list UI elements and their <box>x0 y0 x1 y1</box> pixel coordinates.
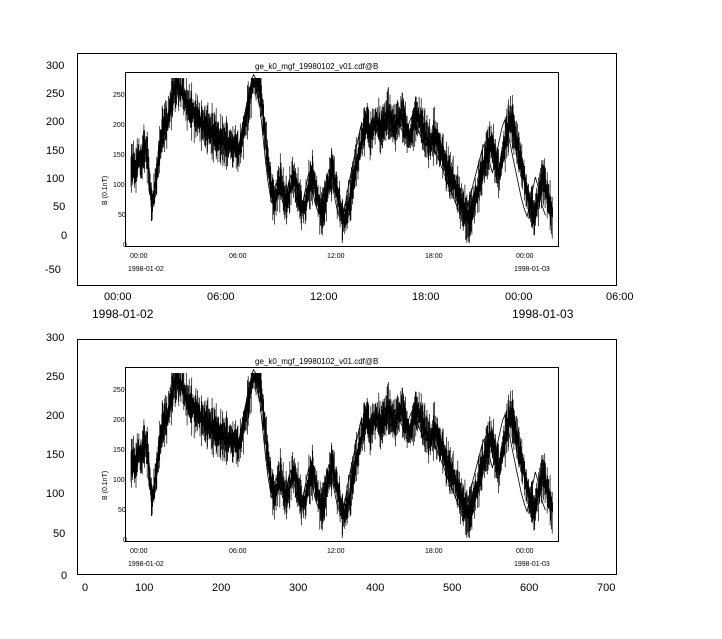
bottom-outer-ytick-200: 200 <box>46 410 65 422</box>
bottom-outer-ytick-250: 250 <box>46 371 65 383</box>
top-outer-xtick-0: 00:00 <box>104 291 132 303</box>
bottom-outer-xtick-600: 600 <box>520 582 539 594</box>
top-inner-ytick-100: 100 <box>113 182 125 189</box>
top-inner-xtick-1: 06:00 <box>229 253 247 260</box>
bottom-inner-xtick-1: 06:00 <box>229 548 247 555</box>
top-inner-title: ge_k0_mgf_19980102_v01.cdf@B <box>255 62 379 71</box>
bottom-inner-ytick-150: 150 <box>113 447 125 454</box>
top-outer-ytick-50: 50 <box>53 201 66 213</box>
bottom-inner-xtick-4: 00:00 <box>516 548 534 555</box>
top-inner-xtick-0: 00:00 <box>130 253 148 260</box>
top-inner-xtick-4: 00:00 <box>516 253 534 260</box>
top-outer-ytick-neg50: -50 <box>45 264 61 276</box>
bottom-outer-ytick-100: 100 <box>46 488 65 500</box>
top-outer-ytick-300: 300 <box>46 60 65 72</box>
top-outer-ytick-100: 100 <box>46 173 65 185</box>
bottom-inner-xtick-3: 18:00 <box>425 548 443 555</box>
bottom-inner-ylabel: B (0.1nT) <box>102 470 109 500</box>
bottom-inner-ytick-250: 250 <box>113 387 125 394</box>
top-inner-xtick-4-sub: 1998-01-03 <box>514 266 550 273</box>
bottom-inner-title: ge_k0_mgf_19980102_v01.cdf@B <box>255 357 379 366</box>
bottom-outer-xtick-0: 0 <box>82 582 89 594</box>
bottom-outer-xtick-300: 300 <box>289 582 308 594</box>
bottom-panel <box>0 330 722 639</box>
top-inner-xtick-0-sub: 1998-01-02 <box>128 266 164 273</box>
top-inner-ytick-0: 0 <box>123 242 127 249</box>
bottom-outer-ytick-300: 300 <box>46 332 65 344</box>
top-outer-xtick-2: 12:00 <box>310 291 338 303</box>
top-outer-xtick-4-sub: 1998-01-03 <box>512 307 574 321</box>
top-outer-xtick-5: 06:00 <box>606 291 634 303</box>
bottom-inner-ytick-200: 200 <box>113 417 125 424</box>
bottom-outer-xtick-200: 200 <box>212 582 231 594</box>
bottom-outer-xtick-700: 700 <box>597 582 616 594</box>
top-inner-ytick-200: 200 <box>113 122 125 129</box>
top-outer-xtick-0-sub: 1998-01-02 <box>92 307 154 321</box>
top-outer-ytick-0: 0 <box>61 230 68 242</box>
bottom-outer-xtick-500: 500 <box>443 582 462 594</box>
top-inner-ytick-250: 250 <box>113 92 125 99</box>
bottom-outer-ytick-150: 150 <box>46 449 65 461</box>
top-inner-xtick-3: 18:00 <box>425 253 443 260</box>
bottom-inner-xtick-2: 12:00 <box>327 548 345 555</box>
top-outer-xtick-3: 18:00 <box>412 291 440 303</box>
bottom-inner-xtick-4-sub: 1998-01-03 <box>514 561 550 568</box>
top-outer-ytick-250: 250 <box>46 88 65 100</box>
bottom-inner-ytick-0: 0 <box>123 537 127 544</box>
bottom-outer-ytick-0: 0 <box>61 570 68 582</box>
top-inner-ylabel: B (0.1nT) <box>102 175 109 205</box>
bottom-inner-ytick-50: 50 <box>118 507 126 514</box>
top-inner-ytick-50: 50 <box>118 212 126 219</box>
bottom-plot-area <box>125 367 559 542</box>
top-outer-xtick-1: 06:00 <box>207 291 235 303</box>
bottom-inner-ytick-100: 100 <box>113 477 125 484</box>
top-inner-xtick-2: 12:00 <box>327 253 345 260</box>
top-outer-ytick-150: 150 <box>46 145 65 157</box>
bottom-inner-xtick-0-sub: 1998-01-02 <box>128 561 164 568</box>
top-plot-area <box>125 72 559 247</box>
top-outer-ytick-200: 200 <box>46 116 65 128</box>
top-outer-xtick-4: 00:00 <box>505 291 533 303</box>
bottom-inner-xtick-0: 00:00 <box>130 548 148 555</box>
bottom-outer-xtick-400: 400 <box>366 582 385 594</box>
top-inner-ytick-150: 150 <box>113 152 125 159</box>
bottom-outer-ytick-50: 50 <box>53 528 66 540</box>
bottom-outer-xtick-100: 100 <box>135 582 154 594</box>
